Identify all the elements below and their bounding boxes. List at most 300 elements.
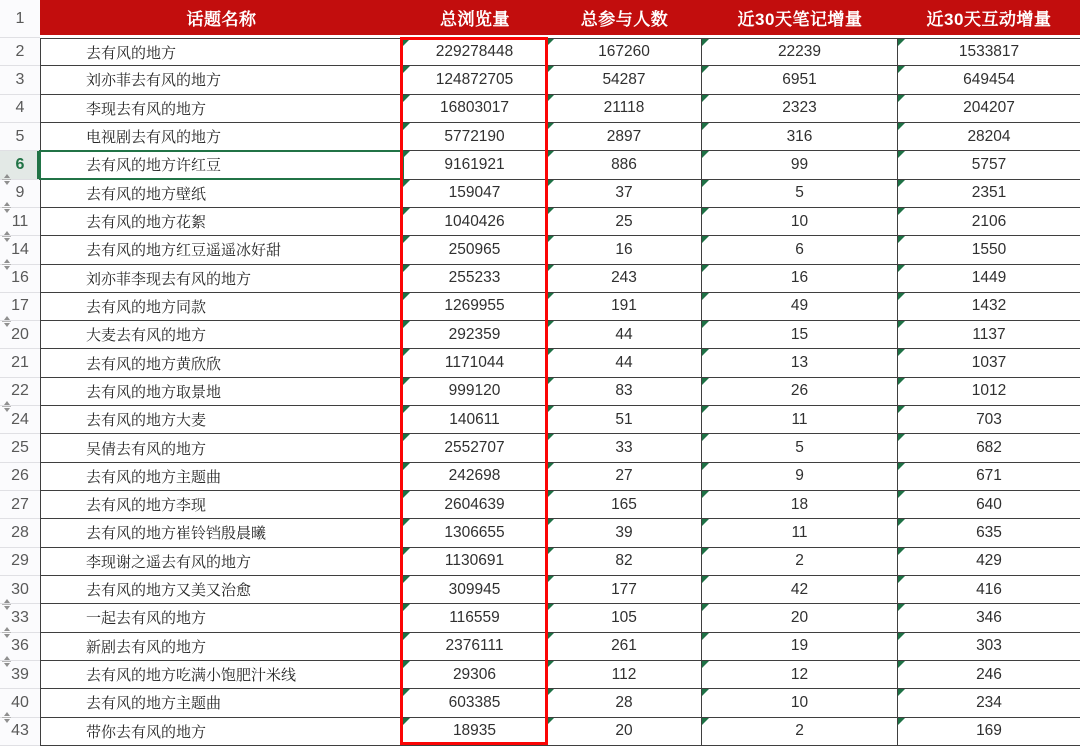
cell-value: 2552707 [444,439,505,457]
cell-value: 177 [611,580,637,598]
cell-total-views[interactable] [403,633,547,661]
cell-total-views[interactable] [403,604,547,632]
cell-topic-name[interactable]: 去有风的地方花絮 [40,208,403,236]
cell-value: 124872705 [435,70,514,88]
row-number[interactable]: 21 [0,349,40,377]
cell-notes-increase-30d[interactable] [702,463,898,491]
cell-total-participants[interactable] [547,604,702,632]
row-number[interactable]: 28 [0,519,40,547]
cell-total-participants[interactable] [547,689,702,717]
table-row [0,208,1080,236]
cell-interactions-increase-30d[interactable] [898,604,1080,632]
number-stored-as-text-triangle-icon [898,208,905,215]
cell-topic-name[interactable]: 大麦去有风的地方 [40,321,403,349]
row-number[interactable]: 27 [0,491,40,519]
number-stored-as-text-triangle-icon [898,463,905,470]
cell-notes-increase-30d[interactable] [702,236,898,264]
cell-total-views[interactable] [403,265,547,293]
cell-notes-increase-30d[interactable] [702,491,898,519]
number-stored-as-text-triangle-icon [702,406,709,413]
cell-value: 9161921 [444,155,505,173]
number-stored-as-text-triangle-icon [403,208,410,215]
number-stored-as-text-triangle-icon [547,378,554,385]
cell-topic-name[interactable]: 去有风的地方许红豆 [40,151,403,179]
cell-notes-increase-30d[interactable] [702,434,898,462]
cell-topic-name[interactable]: 去有风的地方同款 [40,293,403,321]
table-row [0,321,1080,349]
cell-value: 1130691 [444,552,505,570]
cell-total-views[interactable] [403,321,547,349]
cell-total-views[interactable] [403,236,547,264]
hidden-rows-indicator-icon[interactable] [1,315,12,328]
cell-topic-name[interactable]: 去有风的地方李现 [40,491,403,519]
number-stored-as-text-triangle-icon [403,689,410,696]
cell-interactions-increase-30d[interactable] [898,434,1080,462]
cell-topic-name[interactable]: 去有风的地方黄欣欣 [40,349,403,377]
table-row [0,236,1080,264]
cell-value: 2351 [971,184,1007,202]
cell-notes-increase-30d[interactable] [702,180,898,208]
number-stored-as-text-triangle-icon [547,633,554,640]
cell-value: 16803017 [440,99,509,117]
cell-total-participants[interactable] [547,265,702,293]
cell-total-views[interactable] [403,519,547,547]
number-stored-as-text-triangle-icon [702,718,709,725]
cell-notes-increase-30d[interactable] [702,349,898,377]
cell-total-views[interactable] [403,491,547,519]
cell-value: 11 [791,410,808,428]
table-row [0,349,1080,377]
number-stored-as-text-triangle-icon [702,661,709,668]
cell-interactions-increase-30d[interactable] [898,463,1080,491]
cell-notes-increase-30d[interactable] [702,151,898,179]
number-stored-as-text-triangle-icon [898,321,905,328]
number-stored-as-text-triangle-icon [547,406,554,413]
row-number[interactable]: 5 [0,123,40,151]
number-stored-as-text-triangle-icon [547,151,554,158]
number-stored-as-text-triangle-icon [403,633,410,640]
cell-total-views[interactable] [403,123,547,151]
number-stored-as-text-triangle-icon [547,604,554,611]
cell-topic-name[interactable]: 去有风的地方吃满小饱肥汁米线 [40,661,403,689]
cell-topic-name[interactable]: 李现去有风的地方 [40,95,403,123]
number-stored-as-text-triangle-icon [898,265,905,272]
hidden-rows-indicator-icon[interactable] [1,598,12,611]
cell-total-views[interactable] [403,378,547,406]
cell-value: 10 [790,212,809,230]
row-number[interactable]: 14 [0,236,40,264]
number-stored-as-text-triangle-icon [898,151,905,158]
cell-value: 261 [611,637,637,655]
cell-interactions-increase-30d[interactable] [898,718,1080,746]
number-stored-as-text-triangle-icon [702,491,709,498]
cell-interactions-increase-30d[interactable] [898,548,1080,576]
cell-interactions-increase-30d[interactable] [898,151,1080,179]
cell-value: 1137 [972,325,1006,343]
number-stored-as-text-triangle-icon [898,123,905,130]
number-stored-as-text-triangle-icon [403,576,410,583]
number-stored-as-text-triangle-icon [403,519,410,526]
cell-value: 309945 [448,580,501,598]
cell-total-participants[interactable] [547,151,702,179]
number-stored-as-text-triangle-icon [898,95,905,102]
cell-value: 5772190 [444,127,505,145]
number-stored-as-text-triangle-icon [702,463,709,470]
column-header-notes-increase-30d[interactable]: 近30天笔记增量 [702,0,898,38]
cell-value: 603385 [448,693,501,711]
row-number[interactable]: 29 [0,548,40,576]
cell-interactions-increase-30d[interactable] [898,236,1080,264]
cell-topic-name[interactable]: 去有风的地方 [40,38,403,66]
number-stored-as-text-triangle-icon [403,718,410,725]
table-row [0,66,1080,94]
cell-total-participants[interactable] [547,661,702,689]
row-number[interactable]: 20 [0,321,40,349]
cell-total-participants[interactable] [547,633,702,661]
hidden-rows-indicator-icon[interactable] [1,230,12,243]
cell-total-participants[interactable] [547,378,702,406]
number-stored-as-text-triangle-icon [898,434,905,441]
number-stored-as-text-triangle-icon [702,236,709,243]
cell-value: 703 [976,410,1002,428]
cell-interactions-increase-30d[interactable] [898,661,1080,689]
number-stored-as-text-triangle-icon [403,378,410,385]
cell-total-participants[interactable] [547,38,702,66]
row-number[interactable]: 30 [0,576,40,604]
cell-total-views[interactable] [403,661,547,689]
row-number[interactable]: 36 [0,633,40,661]
row-number[interactable]: 40 [0,689,40,717]
cell-total-participants[interactable] [547,519,702,547]
cell-value: 44 [615,325,633,343]
column-header-total-views[interactable]: 总浏览量 [403,0,547,38]
cell-total-participants[interactable] [547,236,702,264]
cell-total-views[interactable] [403,463,547,491]
cell-value: 204207 [963,99,1015,117]
row-number[interactable]: 43 [0,718,40,746]
table-row [0,151,1080,179]
cell-value: 20 [790,608,809,626]
cell-total-participants[interactable] [547,180,702,208]
row-number[interactable]: 2 [0,38,40,66]
number-stored-as-text-triangle-icon [702,434,709,441]
hidden-rows-indicator-icon[interactable] [1,173,12,186]
cell-notes-increase-30d[interactable] [702,95,898,123]
number-stored-as-text-triangle-icon [547,689,554,696]
hidden-rows-indicator-icon[interactable] [1,400,12,413]
cell-value: 18935 [452,722,497,740]
cell-total-views[interactable] [403,66,547,94]
cell-topic-name[interactable]: 去有风的地方主题曲 [40,689,403,717]
cell-value: 682 [976,439,1002,457]
table-row [0,548,1080,576]
cell-topic-name[interactable]: 去有风的地方又美又治愈 [40,576,403,604]
cell-total-participants[interactable] [547,463,702,491]
cell-total-participants[interactable] [547,349,702,377]
number-stored-as-text-triangle-icon [547,180,554,187]
row-number[interactable]: 39 [0,661,40,689]
row-number[interactable]: 26 [0,463,40,491]
number-stored-as-text-triangle-icon [702,151,709,158]
number-stored-as-text-triangle-icon [547,123,554,130]
cell-total-views[interactable] [403,208,547,236]
number-stored-as-text-triangle-icon [547,718,554,725]
cell-value: 18 [790,495,809,513]
number-stored-as-text-triangle-icon [898,491,905,498]
cell-value: 250965 [448,240,501,258]
number-stored-as-text-triangle-icon [898,661,905,668]
cell-total-participants[interactable] [547,95,702,123]
cell-total-views[interactable] [403,718,547,746]
row-number[interactable]: 22 [0,378,40,406]
cell-value: 29306 [452,665,497,683]
cell-value: 28 [615,693,633,711]
number-stored-as-text-triangle-icon [547,576,554,583]
cell-topic-name[interactable]: 去有风的地方壁纸 [40,180,403,208]
cell-notes-increase-30d[interactable] [702,66,898,94]
number-stored-as-text-triangle-icon [403,463,410,470]
cell-value: 22239 [777,43,822,61]
row-number[interactable]: 17 [0,293,40,321]
number-stored-as-text-triangle-icon [403,406,410,413]
cell-topic-name[interactable]: 一起去有风的地方 [40,604,403,632]
cell-value: 671 [976,467,1002,485]
cell-total-views[interactable] [403,293,547,321]
cell-total-participants[interactable] [547,321,702,349]
number-stored-as-text-triangle-icon [898,718,905,725]
cell-value: 16 [615,240,633,258]
hidden-rows-indicator-icon[interactable] [1,626,12,639]
cell-value: 11 [791,523,808,541]
number-stored-as-text-triangle-icon [702,208,709,215]
cell-topic-name[interactable]: 电视剧去有风的地方 [40,123,403,151]
cell-notes-increase-30d[interactable] [702,265,898,293]
number-stored-as-text-triangle-icon [898,39,905,46]
hidden-rows-indicator-icon[interactable] [1,201,12,214]
cell-notes-increase-30d[interactable] [702,633,898,661]
cell-total-participants[interactable] [547,718,702,746]
cell-notes-increase-30d[interactable] [702,604,898,632]
cell-topic-name[interactable]: 去有风的地方取景地 [40,378,403,406]
cell-value: 242698 [448,467,501,485]
cell-total-views[interactable] [403,38,547,66]
cell-value: 2604639 [444,495,505,513]
cell-notes-increase-30d[interactable] [702,406,898,434]
cell-value: 82 [615,552,633,570]
cell-value: 1269955 [444,297,505,315]
cell-total-participants[interactable] [547,66,702,94]
cell-value: 99 [790,155,809,173]
number-stored-as-text-triangle-icon [898,633,905,640]
number-stored-as-text-triangle-icon [898,689,905,696]
cell-value: 169 [976,722,1002,740]
cell-topic-name[interactable]: 吴倩去有风的地方 [40,434,403,462]
cell-value: 999120 [448,382,501,400]
cell-value: 6951 [782,70,817,88]
cell-value: 9 [795,467,804,485]
row-number[interactable]: 6 [0,151,40,179]
row-number[interactable]: 4 [0,95,40,123]
cell-value: 37 [615,184,633,202]
column-header-interactions-increase-30d[interactable]: 近30天互动增量 [898,0,1080,38]
row-number[interactable]: 25 [0,434,40,462]
cell-value: 1432 [971,297,1007,315]
cell-interactions-increase-30d[interactable] [898,293,1080,321]
cell-interactions-increase-30d[interactable] [898,38,1080,66]
cell-total-views[interactable] [403,349,547,377]
cell-total-participants[interactable] [547,293,702,321]
cell-value: 1037 [971,354,1007,372]
cell-value: 886 [611,155,637,173]
cell-value: 112 [611,665,637,683]
cell-notes-increase-30d[interactable] [702,321,898,349]
cell-notes-increase-30d[interactable] [702,718,898,746]
cell-topic-name[interactable]: 刘亦菲去有风的地方 [40,66,403,94]
number-stored-as-text-triangle-icon [403,123,410,130]
hidden-rows-indicator-icon[interactable] [1,655,12,668]
row-number[interactable]: 16 [0,265,40,293]
cell-value: 1533817 [958,43,1020,61]
cell-total-participants[interactable] [547,123,702,151]
cell-interactions-increase-30d[interactable] [898,265,1080,293]
cell-value: 1449 [971,269,1007,287]
cell-interactions-increase-30d[interactable] [898,491,1080,519]
number-stored-as-text-triangle-icon [403,39,410,46]
cell-interactions-increase-30d[interactable] [898,95,1080,123]
cell-value: 316 [786,127,813,145]
row-number[interactable]: 1 [0,0,40,38]
cell-topic-name[interactable]: 去有风的地方大麦 [40,406,403,434]
number-stored-as-text-triangle-icon [403,236,410,243]
cell-notes-increase-30d[interactable] [702,548,898,576]
cell-value: 429 [976,552,1002,570]
cell-value: 2897 [606,127,642,145]
cell-interactions-increase-30d[interactable] [898,519,1080,547]
cell-total-participants[interactable] [547,548,702,576]
cell-notes-increase-30d[interactable] [702,123,898,151]
cell-notes-increase-30d[interactable] [702,208,898,236]
number-stored-as-text-triangle-icon [547,265,554,272]
column-header-total-participants[interactable]: 总参与人数 [547,0,702,38]
cell-value: 105 [611,608,637,626]
cell-topic-name[interactable]: 去有风的地方主题曲 [40,463,403,491]
cell-interactions-increase-30d[interactable] [898,66,1080,94]
cell-value: 44 [615,354,633,372]
cell-total-views[interactable] [403,406,547,434]
cell-total-participants[interactable] [547,576,702,604]
cell-interactions-increase-30d[interactable] [898,123,1080,151]
row-number[interactable]: 3 [0,66,40,94]
number-stored-as-text-triangle-icon [702,576,709,583]
cell-notes-increase-30d[interactable] [702,576,898,604]
cell-value: 116559 [449,608,500,626]
cell-interactions-increase-30d[interactable] [898,349,1080,377]
number-stored-as-text-triangle-icon [702,265,709,272]
cell-total-participants[interactable] [547,434,702,462]
number-stored-as-text-triangle-icon [403,66,410,73]
row-number[interactable]: 11 [0,208,40,236]
table-row [0,633,1080,661]
row-number[interactable]: 24 [0,406,40,434]
cell-total-views[interactable] [403,548,547,576]
number-stored-as-text-triangle-icon [547,236,554,243]
column-header-topic-name[interactable]: 话题名称 [40,0,403,38]
cell-value: 2376111 [445,637,504,655]
cell-total-participants[interactable] [547,208,702,236]
number-stored-as-text-triangle-icon [898,406,905,413]
cell-interactions-increase-30d[interactable] [898,378,1080,406]
table-row [0,463,1080,491]
cell-total-views[interactable] [403,180,547,208]
number-stored-as-text-triangle-icon [702,321,709,328]
cell-interactions-increase-30d[interactable] [898,689,1080,717]
cell-value: 49 [790,297,809,315]
cell-value: 16 [790,269,809,287]
cell-value: 15 [790,325,809,343]
cell-notes-increase-30d[interactable] [702,661,898,689]
cell-total-views[interactable] [403,434,547,462]
cell-interactions-increase-30d[interactable] [898,321,1080,349]
cell-notes-increase-30d[interactable] [702,689,898,717]
cell-interactions-increase-30d[interactable] [898,633,1080,661]
cell-interactions-increase-30d[interactable] [898,208,1080,236]
table-body [0,38,1080,746]
cell-value: 33 [615,439,633,457]
cell-value: 2323 [782,99,817,117]
cell-value: 191 [611,297,637,315]
cell-value: 140611 [449,410,500,428]
cell-notes-increase-30d[interactable] [702,38,898,66]
cell-value: 416 [976,580,1002,598]
number-stored-as-text-triangle-icon [547,434,554,441]
cell-notes-increase-30d[interactable] [702,519,898,547]
cell-total-views[interactable] [403,151,547,179]
row-number[interactable]: 33 [0,604,40,632]
cell-topic-name[interactable]: 带你去有风的地方 [40,718,403,746]
cell-value: 83 [615,382,633,400]
hidden-rows-indicator-icon[interactable] [1,711,12,724]
table-row [0,576,1080,604]
cell-value: 303 [976,637,1002,655]
cell-total-views[interactable] [403,576,547,604]
cell-total-views[interactable] [403,95,547,123]
row-number[interactable]: 9 [0,180,40,208]
cell-topic-name[interactable]: 去有风的地方崔铃铛殷晨曦 [40,519,403,547]
cell-topic-name[interactable]: 新剧去有风的地方 [40,633,403,661]
number-stored-as-text-triangle-icon [702,349,709,356]
cell-notes-increase-30d[interactable] [702,293,898,321]
number-stored-as-text-triangle-icon [702,95,709,102]
cell-topic-name[interactable]: 去有风的地方红豆遥遥冰好甜 [40,236,403,264]
cell-total-views[interactable] [403,689,547,717]
number-stored-as-text-triangle-icon [403,661,410,668]
number-stored-as-text-triangle-icon [547,349,554,356]
number-stored-as-text-triangle-icon [898,576,905,583]
hidden-rows-indicator-icon[interactable] [1,258,12,271]
cell-value: 159047 [448,184,501,202]
cell-total-participants[interactable] [547,406,702,434]
cell-topic-name[interactable]: 李现谢之遥去有风的地方 [40,548,403,576]
cell-topic-name[interactable]: 刘亦菲李现去有风的地方 [40,265,403,293]
cell-total-participants[interactable] [547,491,702,519]
cell-interactions-increase-30d[interactable] [898,406,1080,434]
cell-interactions-increase-30d[interactable] [898,576,1080,604]
number-stored-as-text-triangle-icon [547,95,554,102]
cell-interactions-increase-30d[interactable] [898,180,1080,208]
table-row [0,180,1080,208]
cell-value: 10 [790,693,809,711]
cell-notes-increase-30d[interactable] [702,378,898,406]
